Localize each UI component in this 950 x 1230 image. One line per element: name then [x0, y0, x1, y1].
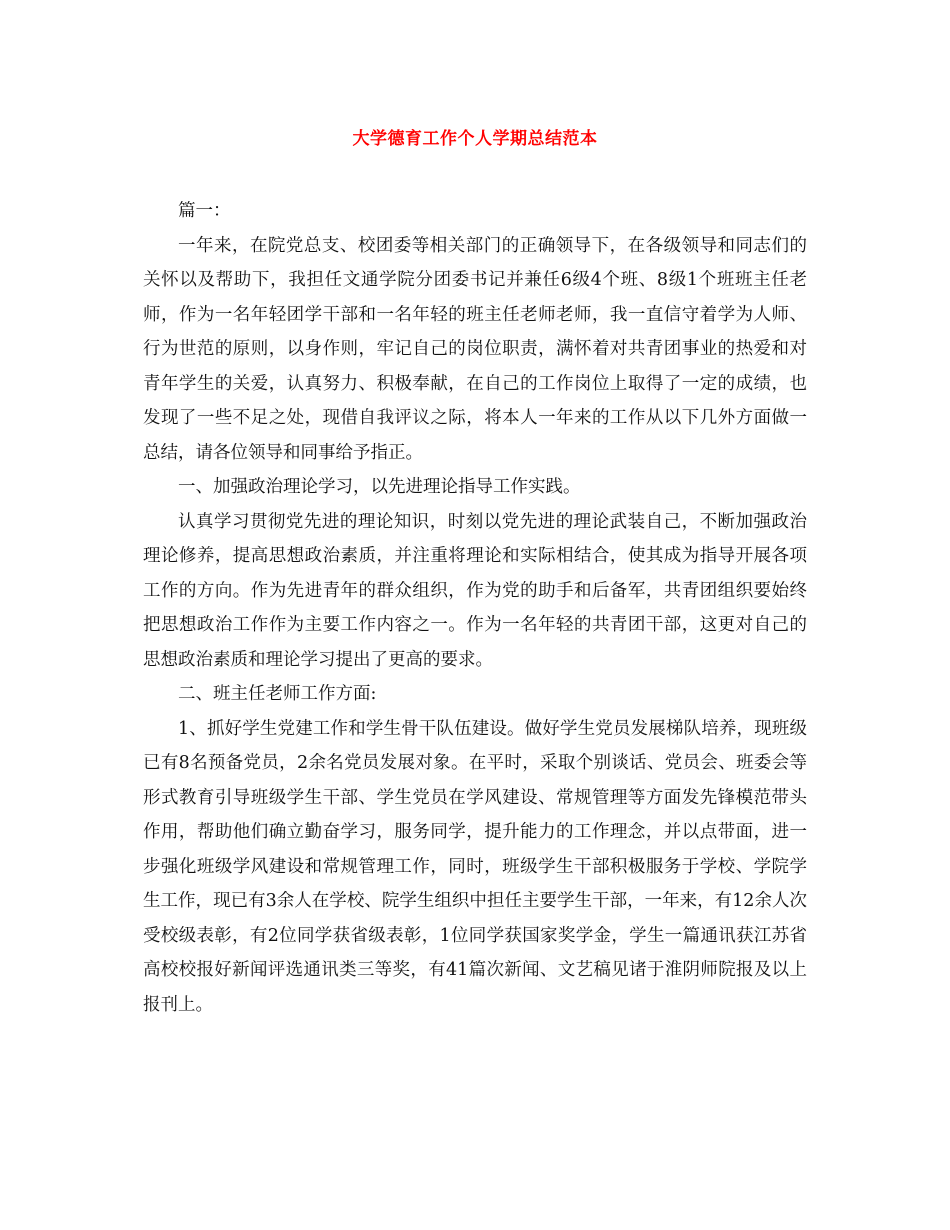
section-label: 篇一：	[178, 201, 231, 221]
heading-political-study: 一、加强政治理论学习，以先进理论指导工作实践。	[178, 477, 581, 497]
document-title: 大学德育工作个人学期总结范本	[352, 129, 598, 149]
heading-class-teacher-work: 二、班主任老师工作方面:	[178, 684, 377, 704]
class-teacher-work-paragraph: 1、抓好学生党建工作和学生骨干队伍建设。做好学生党员发展梯队培养，现班级已有8名预备党员，2余名党员发展对象。在平时，采取个别谈话、党员会、班委会等形式教育引导班级学生干部、学生党员在学风建设、常规管理等方面发先锋模范带头作用，帮助他们确立勤奋学习，服务同学，提升能力的工作理念，并以点带面，进一步强化班级学风建设和常规管理工作，同时，班级学生干部积极服务于学校、学院学生工作，现已有3余人在学校、院学生组织中担任主要学生干部，一年来，有12余人次受校级表彰，有2位同学获省级表彰，1位同学获国家奖学金，学生一篇通讯获江苏省高校校报好新闻评选通讯类三等奖，有41篇次新闻、文艺稿见诸于淮阴师院报及以上报刊上。	[143, 718, 807, 1015]
document-body	[143, 194, 807, 1022]
intro-paragraph: 一年来，在院党总支、校团委等相关部门的正确领导下，在各级领导和同志们的关怀以及帮助下，我担任文通学院分团委书记并兼任6级4个班、8级1个班班主任老师，作为一名年轻团学干部和一名年轻的班主任老师老师，我一直信守着学为人师、行为世范的原则，以身作则，牢记自己的岗位职责，满怀着对共青团事业的热爱和对青年学生的关爱，认真努力、积极奉献，在自己的工作岗位上取得了一定的成绩，也发现了一些不足之处，现借自我评议之际，将本人一年来的工作从以下几外方面做一总结，请各位领导和同事给予指正。	[143, 235, 807, 463]
political-study-paragraph: 认真学习贯彻党先进的理论知识，时刻以党先进的理论武装自己，不断加强政治理论修养，提高思想政治素质，并注重将理论和实际相结合，使其成为指导开展各项工作的方向。作为先进青年的群众组织，作为党的助手和后备军，共青团组织要始终把思想政治工作作为主要工作内容之一。作为一名年轻的共青团干部，这更对自己的思想政治素质和理论学习提出了更高的要求。	[143, 511, 807, 670]
